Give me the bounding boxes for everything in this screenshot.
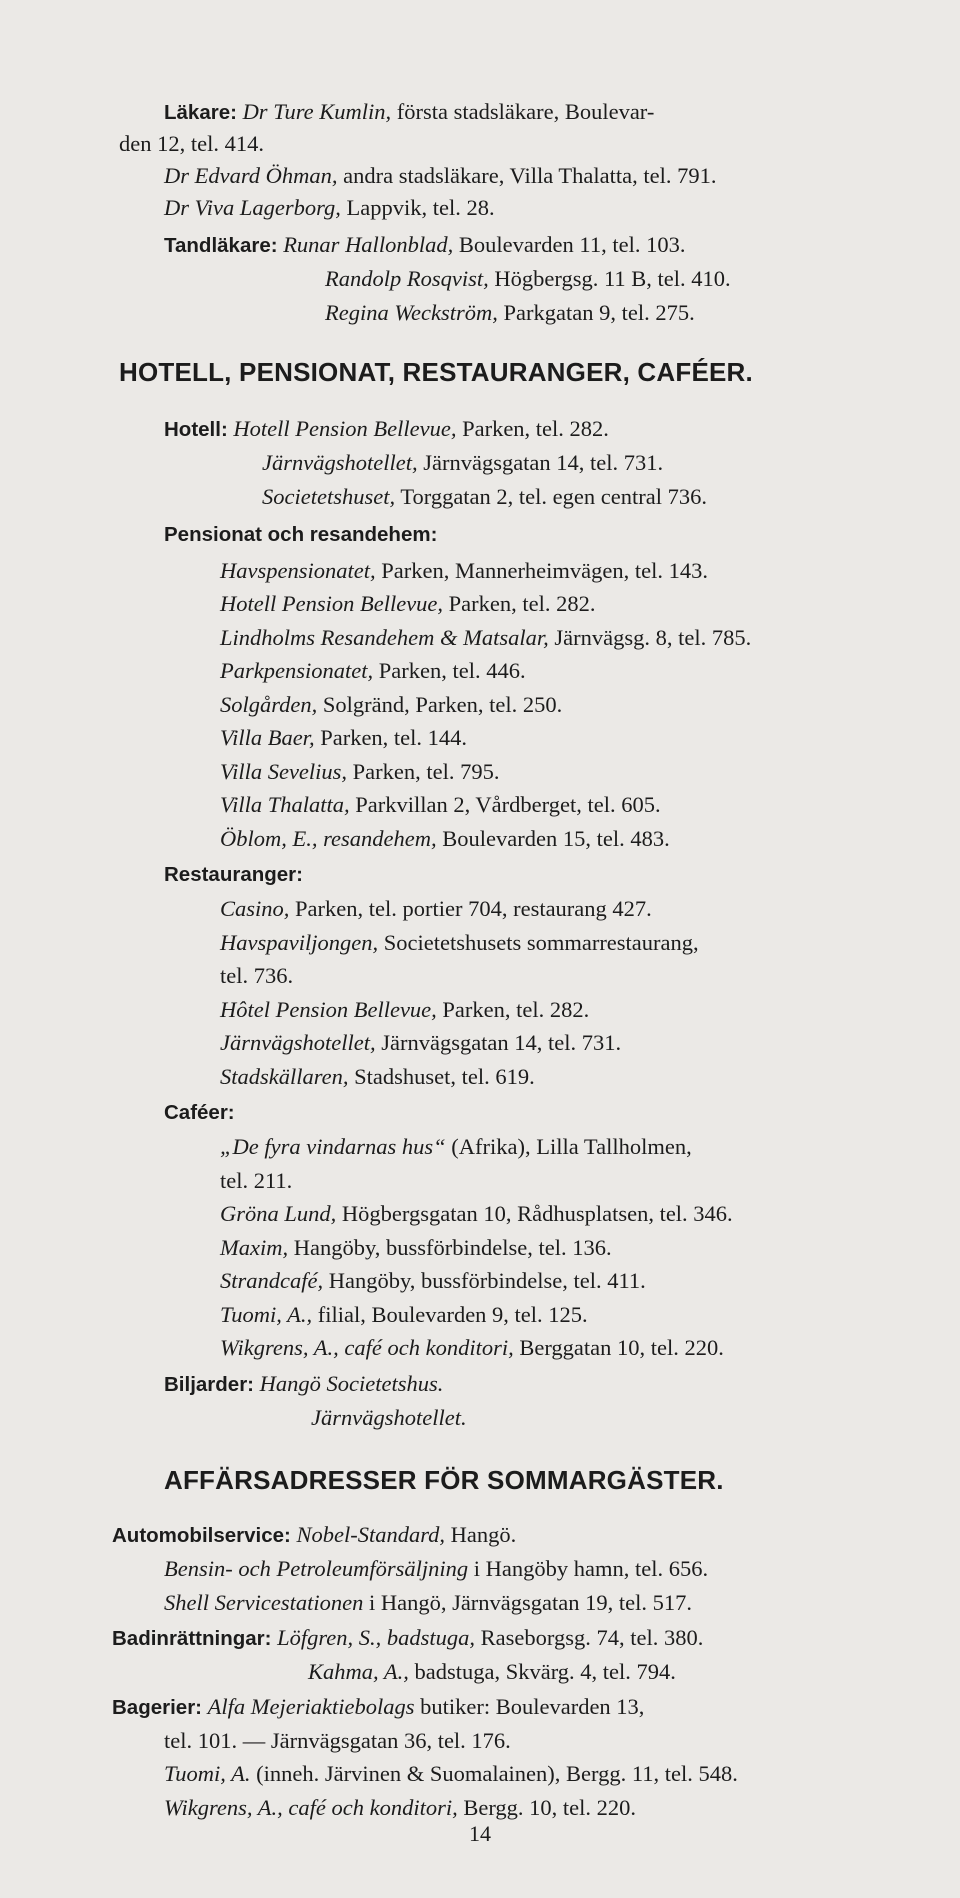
entry-label: Automobilservice: [112,1524,291,1547]
entry-label: Caféer: [164,1101,235,1124]
entry-name: Strandcafé, [220,1268,324,1293]
entry-text: Boulevarden 11, tel. 103. [458,232,686,257]
line-havspensionatet [220,556,708,586]
line-de-fyra-vindarnas [220,1132,692,1162]
entry-name: Dr Ture Kumlin, [242,99,392,124]
line-lindholms [220,623,751,653]
line-hotel-pension-bellevue [220,995,589,1025]
line-oblom [220,824,670,854]
line-kahma [308,1657,676,1687]
line-casino [220,894,652,924]
line-bagerier [112,1692,644,1723]
heading-business: AFFÄRSADRESSER FÖR SOMMARGÄSTER. [164,1465,724,1495]
line-bensin [164,1554,708,1584]
line-parkpensionatet [220,656,526,686]
line-havspaviljongen [220,928,699,958]
entry-text: Societetshusets sommarrestaurang, [383,930,699,955]
entry-name: Tuomi, A., [220,1302,313,1327]
line-villa-thalatta [220,790,661,820]
entry-text: Parken, tel. 282. [448,591,596,616]
entry-text: Parken, tel. portier 704, restaurang 427. [295,896,652,921]
entry-name: Wikgrens, A., café och konditori, [164,1795,458,1820]
entry-name: Öblom, E., resandehem, [220,826,437,851]
entry-text: Hangöby, bussförbindelse, tel. 136. [293,1235,612,1260]
line-tuomi-filial [220,1300,588,1330]
line-stadskallaren [220,1062,535,1092]
entry-label: Pensionat och resandehem: [164,523,438,546]
entry-name: Havspaviljongen, [220,930,379,955]
line-grona-lund [220,1199,733,1229]
entry-name: Villa Thalatta, [220,792,350,817]
line-rosqvist [325,264,731,294]
entry-text: Raseborgsg. 74, tel. 380. [480,1625,704,1650]
line-lakare-kumlin [164,97,654,128]
entry-text: Högbergsg. 11 B, tel. 410. [494,266,731,291]
entry-name: Löfgren, S., badstuga, [277,1625,476,1650]
line-restauranger-header [164,859,303,890]
entry-text: Lappvik, tel. 28. [346,195,495,220]
line-automobilservice [112,1520,516,1551]
entry-label: Tandläkare: [164,234,278,257]
entry-text: i Hangöby hamn, tel. 656. [473,1556,709,1581]
entry-text: Parken, tel. 446. [378,658,526,683]
entry-text: Bergg. 10, tel. 220. [463,1795,637,1820]
entry-text: Berggatan 10, tel. 220. [519,1335,724,1360]
entry-text: Järnvägsgatan 14, tel. 731. [423,450,664,475]
entry-name: Villa Sevelius, [220,759,348,784]
line-tuomi-bageri [164,1759,738,1789]
line-solgarden [220,690,562,720]
entry-name: Hangö Societetshus. [259,1371,444,1396]
line-shell [164,1588,692,1618]
entry-text: Parken, tel. 795. [352,759,500,784]
entry-text: Högbergsgatan 10, Rådhusplatsen, tel. 346. [341,1201,733,1226]
line-societetshuset [262,482,707,512]
entry-text: Solgränd, Parken, tel. 250. [322,692,563,717]
line-biljarder [164,1369,443,1400]
entry-name: Lindholms Resandehem & Matsalar, [220,625,549,650]
line-maxim [220,1233,612,1263]
line-villa-baer [220,723,467,753]
entry-name: Tuomi, A. [164,1761,251,1786]
line-wikgrens-cafe [220,1333,724,1363]
entry-text: (Afrika), Lilla Tallholmen, [451,1134,692,1159]
entry-name: Bensin- och Petroleumförsäljning [164,1556,469,1581]
line-jarnvagshotellet [262,448,663,478]
line-tandlakare-hallonblad [164,230,685,261]
entry-name: Parkpensionatet, [220,658,374,683]
entry-name: Casino, [220,896,290,921]
entry-text: Järnvägsg. 8, tel. 785. [554,625,752,650]
entry-name: Järnvägshotellet, [262,450,418,475]
line-pensionat-header [164,519,437,550]
line-jarnvagshotellet-rest [220,1028,621,1058]
entry-name: Runar Hallonblad, [283,232,454,257]
line-de-fyra-cont [220,1166,292,1196]
entry-text: Torggatan 2, tel. egen central 736. [400,484,707,509]
entry-text: tel. 211. [220,1168,293,1193]
heading-hotels: HOTELL, PENSIONAT, RESTAURANGER, CAFÉER. [119,357,753,387]
entry-name: Kahma, A., [308,1659,409,1684]
entry-label: Hotell: [164,418,228,441]
entry-text: Parkvillan 2, Vårdberget, tel. 605. [355,792,661,817]
line-havspaviljongen-cont [220,961,293,991]
line-weckstrom [325,298,695,328]
line-pension-bellevue [220,589,596,619]
entry-text: Parkgatan 9, tel. 275. [503,300,695,325]
entry-text: badstuga, Skvärg. 4, tel. 794. [414,1659,676,1684]
line-cafeer-header [164,1097,235,1128]
entry-text: Parken, tel. 282. [442,997,590,1022]
entry-text: Parken, Mannerheimvägen, tel. 143. [381,558,709,583]
entry-name: Hotell Pension Bellevue, [220,591,444,616]
entry-label: Restauranger: [164,863,303,886]
line-kumlin-cont [119,129,264,159]
entry-name: Stadskällaren, [220,1064,349,1089]
entry-text: Hangö. [450,1522,517,1547]
entry-text: första stadsläkare, Boulevar- [396,99,655,124]
entry-name: Societetshuset, [262,484,396,509]
entry-text: filial, Boulevarden 9, tel. 125. [317,1302,588,1327]
entry-name: Randolp Rosqvist, [325,266,489,291]
entry-name: Järnvägshotellet, [220,1030,376,1055]
line-wikgrens-bageri [164,1793,636,1823]
entry-text: andra stadsläkare, Villa Thalatta, tel. 791. [343,163,717,188]
entry-label: Biljarder: [164,1373,254,1396]
entry-text: Parken, tel. 144. [320,725,468,750]
entry-name: Dr Viva Lagerborg, [164,195,341,220]
entry-name: Regina Weckström, [325,300,498,325]
entry-name: Järnvägshotellet. [311,1405,467,1430]
entry-name: Gröna Lund, [220,1201,337,1226]
entry-name: Havspensionatet, [220,558,376,583]
entry-name: Hôtel Pension Bellevue, [220,997,437,1022]
entry-text: den 12, tel. 414. [119,131,264,156]
entry-name: Maxim, [220,1235,289,1260]
entry-name: Villa Baer, [220,725,315,750]
entry-name: Dr Edvard Öhman, [164,163,338,188]
entry-text: butiker: Boulevarden 13, [420,1694,645,1719]
line-villa-sevelius [220,757,500,787]
entry-text: i Hangö, Järnvägsgatan 19, tel. 517. [368,1590,693,1615]
entry-text: tel. 101. — Järnvägsgatan 36, tel. 176. [164,1728,511,1753]
entry-text: tel. 736. [220,963,294,988]
entry-name: Solgården, [220,692,318,717]
entry-text: Hangöby, bussförbindelse, tel. 411. [328,1268,646,1293]
page-number: 14 [469,1821,491,1846]
entry-name: Nobel-Standard, [296,1522,446,1547]
entry-label: Läkare: [164,101,237,124]
line-badinrattningar [112,1623,703,1654]
entry-name: Alfa Mejeriaktiebolags [207,1694,415,1719]
line-strandcafe [220,1266,646,1296]
entry-text: Boulevarden 15, tel. 483. [442,826,670,851]
line-biljarder-jarnvag [311,1403,467,1433]
entry-label: Badinrättningar: [112,1627,272,1650]
entry-text: Parken, tel. 282. [462,416,609,441]
line-lagerborg [164,193,495,223]
entry-text: Stadshuset, tel. 619. [354,1064,535,1089]
entry-text: Järnvägsgatan 14, tel. 731. [381,1030,622,1055]
entry-name: Wikgrens, A., café och konditori, [220,1335,514,1360]
entry-name: Shell Servicestationen [164,1590,364,1615]
line-ohman [164,161,716,191]
entry-name: Hotell Pension Bellevue, [233,416,457,441]
line-bagerier-cont [164,1726,511,1756]
entry-text: (inneh. Järvinen & Suomalainen), Bergg. 11, tel. 548. [256,1761,738,1786]
entry-name: „De fyra vindarnas hus“ [220,1134,446,1159]
entry-label: Bagerier: [112,1696,203,1719]
line-hotell-bellevue [164,414,609,445]
